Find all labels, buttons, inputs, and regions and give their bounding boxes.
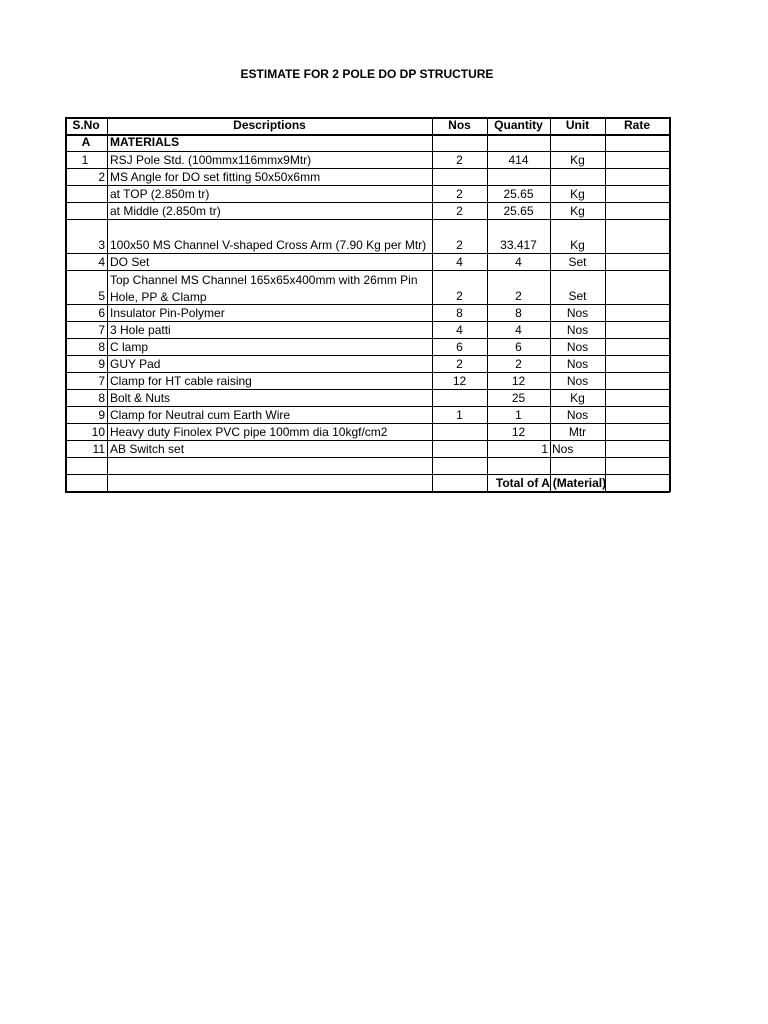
table-border-bottom bbox=[65, 491, 670, 493]
row-description: GUY Pad bbox=[110, 357, 161, 371]
header-sno: S.No bbox=[72, 118, 100, 132]
row-divider bbox=[65, 440, 670, 441]
row-divider bbox=[65, 355, 670, 356]
row-nos: 8 bbox=[456, 306, 463, 320]
row-sno: 7 bbox=[98, 374, 105, 388]
header-unit: Unit bbox=[565, 118, 590, 132]
row-unit: Kg bbox=[570, 204, 585, 218]
row-sno: 5 bbox=[98, 289, 105, 303]
row-unit: Kg bbox=[570, 238, 585, 252]
row-description: Clamp for Neutral cum Earth Wire bbox=[110, 408, 291, 422]
row-unit: Kg bbox=[570, 153, 585, 167]
row-unit: Nos bbox=[566, 306, 589, 320]
row-unit: Nos bbox=[552, 442, 574, 456]
page-title: ESTIMATE FOR 2 POLE DO DP STRUCTURE bbox=[240, 67, 494, 81]
row-description: RSJ Pole Std. (100mmx116mmx9Mtr) bbox=[110, 153, 312, 167]
section-label: MATERIALS bbox=[110, 135, 180, 149]
row-description: at TOP (2.850m tr) bbox=[110, 187, 210, 201]
row-nos: 4 bbox=[456, 323, 463, 337]
row-sno: 10 bbox=[91, 425, 105, 439]
row-quantity: 1 bbox=[541, 442, 548, 456]
row-quantity: 12 bbox=[511, 374, 526, 388]
row-sno: 8 bbox=[98, 391, 105, 405]
row-unit: Nos bbox=[566, 374, 589, 388]
row-nos bbox=[432, 391, 487, 405]
row-divider bbox=[65, 406, 670, 407]
row-unit: Nos bbox=[566, 340, 589, 354]
row-quantity: 12 bbox=[511, 425, 526, 439]
column-divider bbox=[605, 117, 606, 492]
row-quantity: 25.65 bbox=[503, 187, 534, 201]
row-nos: 6 bbox=[456, 340, 463, 354]
row-sno: 9 bbox=[98, 357, 105, 371]
row-divider bbox=[65, 389, 670, 390]
row-sno: 9 bbox=[98, 408, 105, 422]
row-quantity: 8 bbox=[515, 306, 522, 320]
row-nos bbox=[432, 425, 487, 439]
row-divider bbox=[65, 219, 670, 220]
header-descriptions: Descriptions bbox=[233, 118, 306, 132]
header-nos: Nos bbox=[448, 118, 471, 132]
row-divider bbox=[65, 168, 670, 169]
row-divider bbox=[65, 457, 670, 458]
row-sno: 7 bbox=[98, 323, 105, 337]
row-description: Bolt & Nuts bbox=[110, 391, 171, 405]
row-quantity: 6 bbox=[515, 340, 522, 354]
row-divider bbox=[65, 202, 670, 203]
row-sno: 3 bbox=[98, 238, 105, 252]
row-sno bbox=[65, 187, 105, 201]
row-nos: 2 bbox=[456, 357, 463, 371]
row-nos: 4 bbox=[456, 255, 463, 269]
row-sno: 8 bbox=[98, 340, 105, 354]
row-nos: 12 bbox=[452, 374, 467, 388]
row-nos: 2 bbox=[456, 289, 463, 303]
row-sno bbox=[65, 204, 105, 218]
row-sno: 11 bbox=[92, 442, 105, 456]
row-divider bbox=[65, 372, 670, 373]
row-nos bbox=[432, 170, 487, 184]
row-quantity: 4 bbox=[515, 255, 522, 269]
row-quantity: 25 bbox=[511, 391, 526, 405]
row-description: AB Switch set bbox=[110, 442, 185, 456]
estimate-table bbox=[65, 117, 669, 491]
row-unit: Nos bbox=[566, 408, 589, 422]
row-unit bbox=[550, 170, 605, 184]
row-unit: Set bbox=[568, 255, 587, 269]
row-nos: 1 bbox=[456, 408, 463, 422]
row-quantity: 25.65 bbox=[503, 204, 534, 218]
row-quantity: 1 bbox=[515, 408, 522, 422]
row-divider bbox=[65, 474, 670, 475]
row-quantity bbox=[487, 170, 550, 184]
total-label: Total of A (Material) bbox=[495, 476, 607, 490]
row-quantity: 2 bbox=[515, 289, 522, 303]
header-quantity: Quantity bbox=[494, 118, 543, 132]
row-divider bbox=[65, 253, 670, 254]
row-description: 3 Hole patti bbox=[110, 323, 171, 337]
row-unit: Mtr bbox=[568, 425, 587, 439]
row-sno: 6 bbox=[98, 306, 105, 320]
column-divider bbox=[107, 117, 108, 492]
row-sno: 2 bbox=[98, 170, 105, 184]
row-nos: 2 bbox=[456, 153, 463, 167]
row-sno: 1 bbox=[81, 153, 89, 167]
row-nos: 2 bbox=[456, 238, 463, 252]
row-divider bbox=[65, 185, 670, 186]
row-divider bbox=[65, 151, 670, 152]
row-description: Heavy duty Finolex PVC pipe 100mm dia 10kgf/cm2 bbox=[110, 425, 388, 439]
row-description: C lamp bbox=[110, 340, 149, 354]
row-unit: Kg bbox=[570, 391, 585, 405]
row-description: 100x50 MS Channel V-shaped Cross Arm (7.90 Kg per Mtr) bbox=[110, 238, 427, 252]
header-rate: Rate bbox=[623, 118, 650, 132]
row-quantity: 414 bbox=[508, 153, 529, 167]
row-nos bbox=[432, 442, 487, 456]
row-quantity: 4 bbox=[515, 323, 522, 337]
row-unit: Nos bbox=[566, 323, 589, 337]
section-sno: A bbox=[81, 135, 91, 149]
row-nos: 2 bbox=[456, 204, 463, 218]
row-quantity: 33.417 bbox=[500, 238, 537, 252]
row-unit: Kg bbox=[570, 187, 585, 201]
row-sno: 4 bbox=[98, 255, 105, 269]
row-divider bbox=[65, 338, 670, 339]
row-unit: Nos bbox=[566, 357, 589, 371]
row-unit: Set bbox=[568, 289, 587, 303]
row-divider bbox=[65, 270, 670, 271]
row-nos: 2 bbox=[456, 187, 463, 201]
row-description: Top Channel MS Channel 165x65x400mm with 26mm Pin Hole, PP & Clamp bbox=[110, 273, 418, 304]
row-divider bbox=[65, 321, 670, 322]
row-description: Insulator Pin-Polymer bbox=[110, 306, 225, 320]
row-description: MS Angle for DO set fitting 50x50x6mm bbox=[110, 170, 321, 184]
row-description: DO Set bbox=[110, 255, 150, 269]
row-description: Clamp for HT cable raising bbox=[110, 374, 252, 388]
row-divider bbox=[65, 423, 670, 424]
row-quantity: 2 bbox=[515, 357, 522, 371]
row-description: at Middle (2.850m tr) bbox=[110, 204, 221, 218]
